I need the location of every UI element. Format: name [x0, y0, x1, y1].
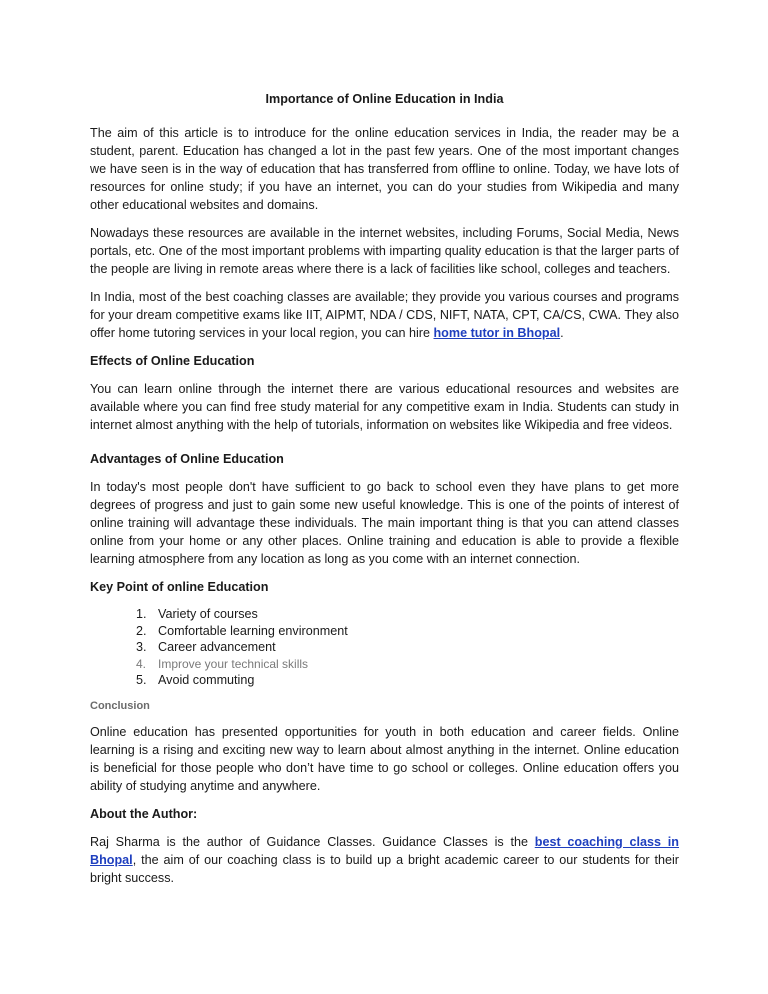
list-item [136, 639, 679, 656]
author-paragraph-text: Raj Sharma is the author of Guidance Classes. Guidance Classes is the [90, 834, 535, 849]
author-paragraph-end: , the aim of our coaching class is to build up a bright academic career to our students for their bright success. [90, 852, 679, 885]
intro-paragraph-1: The aim of this article is to introduce for the online education services in India, the reader may be a student, parent. Education has changed a lot in the past few years. One of the most important changes we have seen is in the way of education that has transferred from offline to online. Today, we have lots of resources for online study; if you have an internet, you can do your studies from Wikipedia and many other educational websites and domains. [90, 126, 679, 212]
list-item [136, 672, 679, 689]
conclusion-heading: Conclusion [90, 699, 150, 712]
author-heading: About the Author: [90, 806, 198, 821]
list-item-number: 5. [136, 673, 147, 687]
intro-paragraph-3 [90, 288, 679, 342]
list-item-number: 4. [136, 656, 147, 671]
list-item [136, 606, 679, 623]
document-title: Importance of Online Education in India [265, 92, 504, 106]
list-item-text: Improve your technical skills [158, 656, 309, 671]
key-points-list [90, 606, 679, 689]
advantages-paragraph: In today's most people don't have sufficient to go back to school even they have plans to get more degrees of progress and just to gain some new useful knowledge. This is one of the points of interest of online training will advantage these individuals. The main important thing is that you can attend classes online from your home or any other places. Online training and education is able to provide a flexible learning atmosphere from any location as long as you come with an internet connection. [90, 480, 679, 566]
document-page [90, 90, 679, 897]
list-item [136, 623, 679, 640]
list-item-number: 1. [136, 607, 147, 621]
list-item-number: 3. [136, 640, 147, 654]
list-item-text: Avoid commuting [158, 673, 255, 687]
intro-paragraph-3-text: In India, most of the best coaching classes are available; they provide you various courses and programs for your dream competitive exams like IIT, AIPMT, NDA / CDS, NIFT, NATA, CPT, CA/CS, CWA. They also offer home tutoring services in your local region, you can hire [90, 290, 679, 340]
conclusion-paragraph: Online education has presented opportunities for youth in both education and career fields. Online learning is a rising and exciting new way to learn about almost anything in the internet. Online education is beneficial for those people who don’t have time to go school or colleges. Online education offers you ability of studying anytime and anywhere. [90, 724, 679, 793]
key-points-heading: Key Point of online Education [90, 580, 269, 594]
best-coaching-class-link[interactable]: best coaching class in Bhopal [90, 834, 679, 867]
intro-paragraph-2: Nowadays these resources are available in the internet websites, including Forums, Social Media, News portals, etc. One of the most important problems with imparting quality education is that the larger parts of the people are living in remote areas where there is a lack of facilities like school, colleges and teachers. [90, 226, 679, 276]
intro-paragraph-3-end: . [560, 326, 564, 340]
home-tutor-link[interactable]: home tutor in Bhopal [433, 326, 561, 340]
effects-paragraph: You can learn online through the internet there are various educational resources and websites are available where you can find free study material for any competitive exam in India. Students can study in internet almost anything with the help of tutorials, information on websites like Wikipedia and free videos. [90, 382, 679, 432]
list-item-text: Career advancement [158, 640, 276, 654]
list-item-text: Comfortable learning environment [158, 623, 348, 638]
list-item [136, 656, 679, 673]
list-item-text: Variety of courses [158, 607, 258, 621]
list-item-number: 2. [136, 623, 147, 638]
author-paragraph [90, 833, 679, 887]
effects-heading: Effects of Online Education [90, 354, 255, 368]
advantages-heading: Advantages of Online Education [90, 452, 284, 466]
